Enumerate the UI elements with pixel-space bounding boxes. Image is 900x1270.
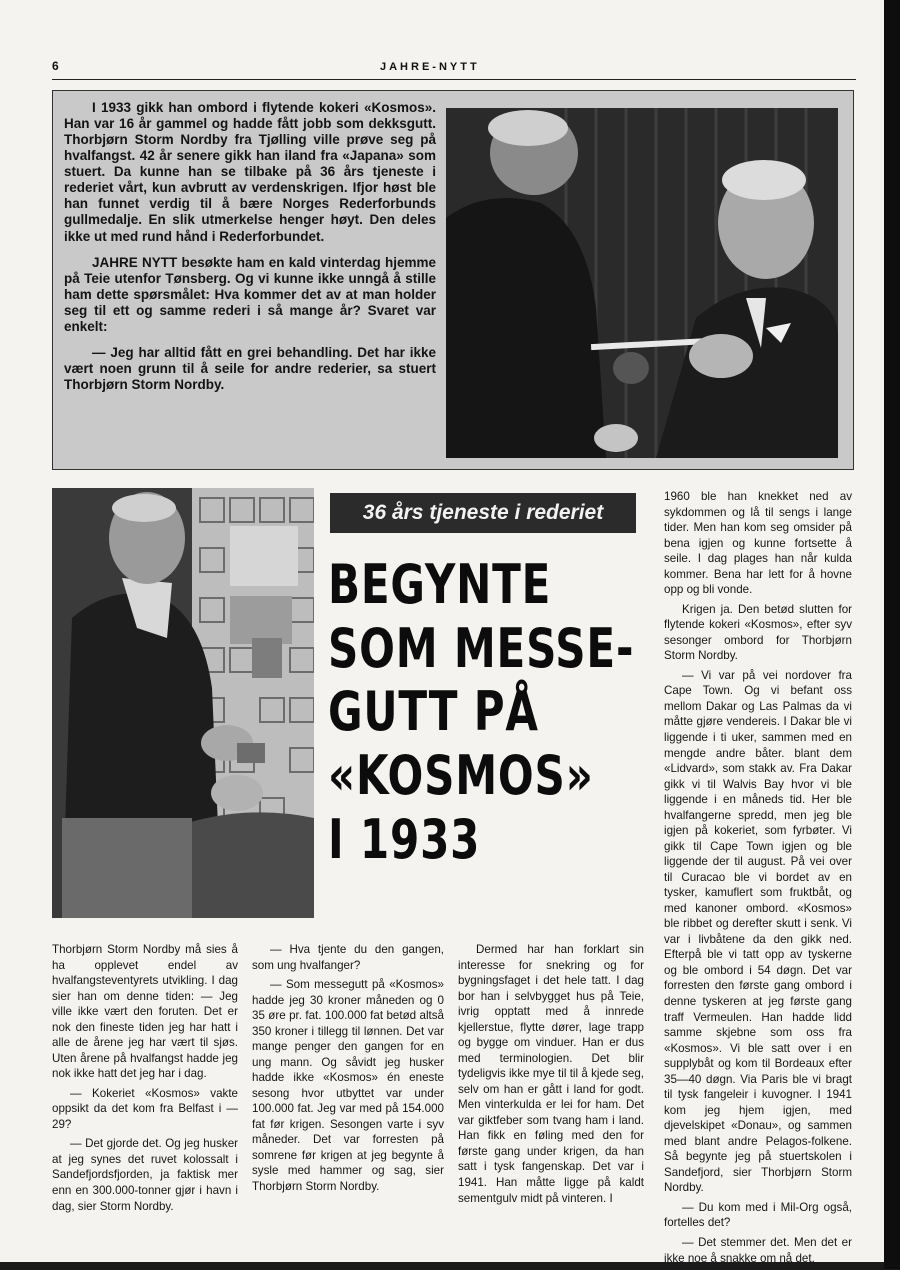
headline-line: BEGYNTE xyxy=(328,553,552,616)
column-paragraph: — Som messegutt på «Kosmos» hadde jeg 30 kroner måneden og 0 35 øre pr. fat. 100.000 fat betød altså 350 kroner i tillegg til lønnen. Det var mange penger den gangen for en ung mann. Og såvidt jeg husker hadde ikke «Kosmos» én eneste sesong hvor utbyttet var under 100.000 fat. Jeg var med på 154.000 fat før krigen. Sesongen varte i syv måneder. Det var forresten på somrene før krigen at jeg begynte å sysle med hammer og sag, sier Thorbjørn Storm Nordby. xyxy=(252,978,444,1193)
article-headline xyxy=(328,553,635,872)
article-column-3 xyxy=(458,942,644,1210)
intro-paragraph: I 1933 gikk han ombord i flytende kokeri «Kosmos». Han var 16 år gammel og hadde fått jobb som dekksgutt. Thorbjørn Storm Nordby fra Tjølling ville prøve seg på hvalfangst. 42 år senere gikk han iland fra «Japana» som stuert. Da kunne han se tilbake på 36 års tjeneste i rederiet vårt, kun avbrutt av verdenskrigen. Ifjor høst ble han funnet verdig til å bære Norges Rederforbunds gullmedalje. En slik utmerkelse henger høyt. Den deles ikke ut med rund hånd i Rederforbundet. xyxy=(64,100,436,244)
column-paragraph: — Vi var på vei nordover fra Cape Town. Og vi befant oss mellom Dakar og Las Palmas da vi måtte gjøre vendereis. I Dakar ble vi liggende i ti uker, sammen med en mengde andre båter. blant dem «Lidvard», som stakk av. Fra Dakar gikk vi til Walvis Bay hvor vi ble liggende i en måneds tid. Her ble hvalfangerne spredd, men jeg ble igjen på kokeriet, som fyrbøter. Vi gikk til Cape Town igjen og ble liggende der til august. På vei over til Curacao ble vi bordet av en tysker, kamuflert som fruktbåt, og med kanoner ombord. «Kosmos» ble ribbet og derefter skutt i senk. Vi var i livbåtene da den gikk ned. Efterpå ble vi tatt opp av tyskerne og ble ombord i 54 døgn. Det var forresten den første gang ombord i denne tyskeren at jeg første gang traff Vermeulen. Han hadde lidd samme skjebne som oss fra «Kosmos». Vi ble satt over i en supplybåt og kom til Bordeaux efter 35—40 døgn. Via Paris ble vi bragt til tysk fangeleir i kuvogner. I 1941 kom jeg hjem igjen, med djevelskipet «Donau», og sammen med blant andre Pelagos-folkene. Så begynte jeg på stuertskolen i Sandefjord, sier Thorbjørn Storm Nordby. xyxy=(664,668,852,1195)
publication-title: JAHRE-NYTT xyxy=(380,61,480,73)
column-paragraph: — Du kom med i Mil-Org også, fortelles det? xyxy=(664,1200,852,1230)
page-edge-shadow xyxy=(884,0,900,1269)
article-column-2 xyxy=(252,942,444,1199)
article-column-1 xyxy=(52,942,238,1218)
column-paragraph: 1960 ble han knekket ned av sykdommen og lå til sengs i lange tider. Men han kom seg omsider på bena igjen og kunne fortsette å seile. I dag plages han når kulda kommer. Bena har lett for å hovne opp og bli vonde. xyxy=(664,490,852,597)
portrait-photo xyxy=(52,488,314,918)
page-number: 6 xyxy=(52,59,59,73)
column-paragraph: — Kokeriet «Kosmos» vakte oppsikt da det kom fra Belfast i —29? xyxy=(52,1086,238,1131)
medal-ceremony-photo xyxy=(446,108,838,458)
column-paragraph: Dermed har han forklart sin interesse for snekring og for bygningsfaget i det hele tatt. I dag bor han i selvbygget hus på Teie, ivrig opptatt med å innrede kjellerstue, flytte dører, lage trapp og bygge om vinduer. Han er dus med terminologien. Det blir tydeligvis ikke mye til til å kjede seg, selv om han er gått i land for godt. Men vinterkulda er lei for ham. Det var giktfeber som tvang ham i land. Han fikk en føling med den for første gang under krigen, da han satt i tysk fangenskap. Det var i 1941. Han måtte ligge på kaldt sementgulv midt på vinteren. I xyxy=(458,943,644,1205)
intro-paragraph: — Jeg har alltid fått en grei behandling. Det har ikke vært noen grunn til å seile for andre rederier, sa stuert Thorbjørn Storm Nordby. xyxy=(64,344,436,392)
headline-line: I 1933 xyxy=(328,807,481,871)
column-paragraph: — Det gjorde det. Og jeg husker at jeg synes det ruvet kolossalt i Sandefjordsfjorden, ja faktisk mer enn en 300.000-tonner gjør i havn i dag, sier Storm Nordby. xyxy=(52,1137,238,1213)
intro-paragraph: JAHRE NYTT besøkte ham en kald vinterdag hjemme på Teie utenfor Tønsberg. Og vi kunne ikke unngå å stille ham dette spørsmålet: Hva kommer det av at man holder seg til ett og samme rederi i så mange år? Svaret var enkelt: xyxy=(64,254,436,334)
column-paragraph: — Hva tjente du den gangen, som ung hvalfanger? xyxy=(252,943,444,972)
headline-line: GUTT PÅ xyxy=(328,680,539,744)
column-paragraph: — Det stemmer det. Men det er ikke noe å snakke om nå det. xyxy=(664,1235,852,1265)
headline-line: «KOSMOS» xyxy=(328,744,594,808)
article-kicker: 36 års tjeneste i rederiet xyxy=(330,493,636,533)
header-rule xyxy=(52,79,856,80)
column-paragraph: Thorbjørn Storm Nordby må sies å ha opplevet endel av hvalfangsteventyrets utvikling. I dag sier han om denne tiden: — Jeg ville ikke vært den foruten. Det er nok den fineste tiden jeg har hatt i alle de årene jeg har vært til sjøs. Uten årene på hvalfangst hadde jeg nok ikke hatt det jeg har i dag. xyxy=(52,943,238,1081)
headline-line: SOM MESSE- xyxy=(328,616,635,680)
intro-text xyxy=(64,100,436,403)
article-column-4 xyxy=(664,489,852,1270)
column-paragraph: Krigen ja. Den betød slutten for flytende kokeri «Kosmos», efter syv sesonger ombord for Thorbjørn Storm Nordby. xyxy=(664,602,852,663)
